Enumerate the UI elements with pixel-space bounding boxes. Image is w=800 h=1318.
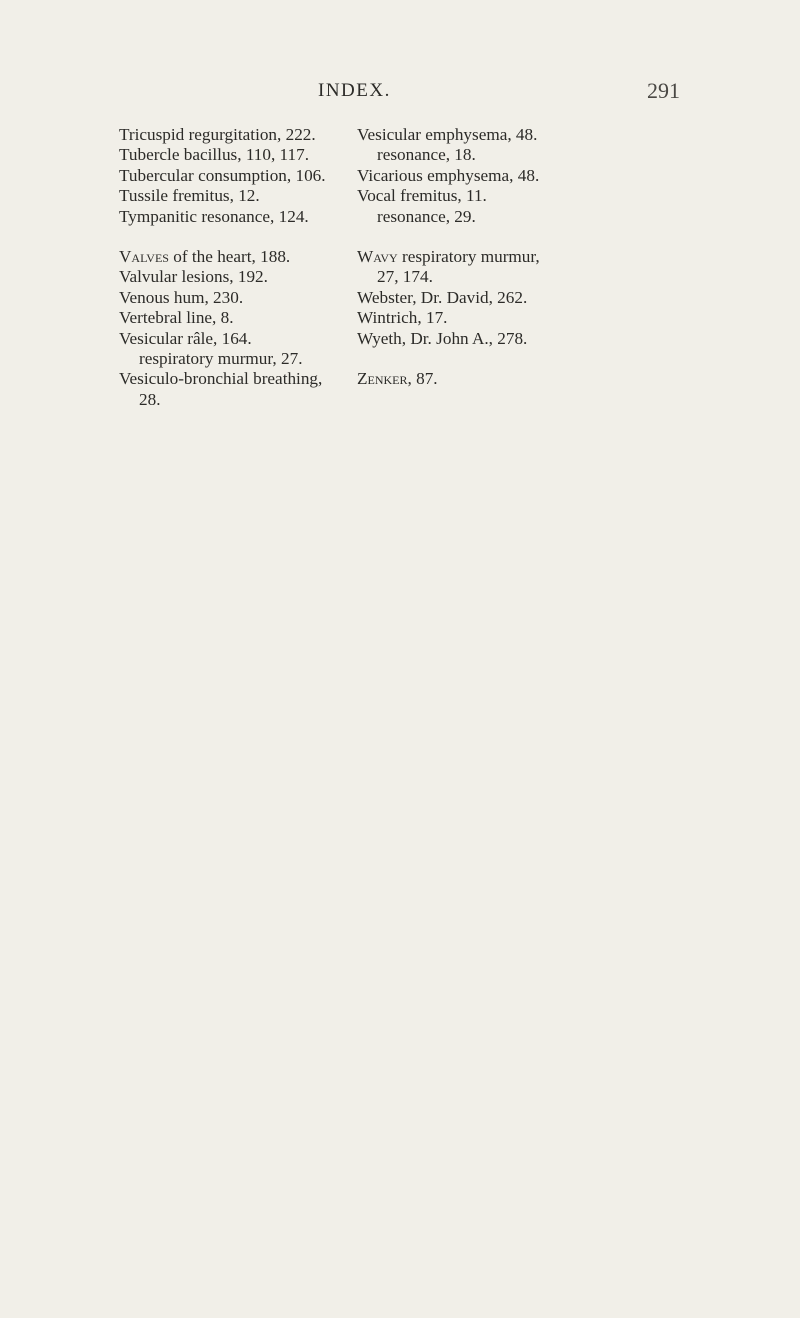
section-gap	[357, 227, 687, 247]
entry-text: , 87.	[407, 369, 438, 389]
index-entry	[357, 247, 687, 267]
index-entry	[357, 369, 687, 389]
index-entry-continuation: 28.	[139, 389, 161, 409]
index-entry: Vocal fremitus, 11.	[357, 186, 487, 206]
index-entry: Wintrich, 17.	[357, 308, 448, 328]
index-entry	[119, 247, 347, 267]
index-entry: Vesicular emphysema, 48.	[357, 125, 538, 144]
entry-text: of the heart, 188.	[168, 247, 291, 267]
index-entry: Tussile fremitus, 12.	[119, 186, 260, 206]
index-group-w	[357, 247, 687, 349]
section-initial: Zenker	[357, 369, 408, 389]
index-entry: Tricuspid regurgitation, 222.	[119, 125, 316, 144]
index-column-right	[357, 125, 687, 389]
section-gap	[119, 227, 347, 247]
index-group-v-cont	[357, 125, 687, 227]
index-entry: Vesiculo-bronchial breathing,	[119, 369, 323, 389]
index-entry: Tubercular consumption, 106.	[119, 165, 326, 185]
section-initial: Wavy	[357, 247, 398, 267]
index-column-left	[119, 125, 347, 410]
page-number: 291	[647, 78, 680, 103]
index-entry: Vesicular râle, 164.	[119, 328, 252, 348]
index-group-z	[357, 369, 687, 389]
index-entry: Tympanitic resonance, 124.	[119, 206, 309, 226]
section-initial: Valves	[119, 247, 169, 267]
index-entry: Wyeth, Dr. John A., 278.	[357, 328, 528, 348]
page-header	[0, 80, 800, 108]
index-entry: Venous hum, 230.	[119, 287, 244, 307]
index-entry: Tubercle bacillus, 110, 117.	[119, 145, 309, 165]
index-subentry: resonance, 18.	[377, 145, 476, 165]
index-entry: Webster, Dr. David, 262.	[357, 287, 528, 307]
index-subentry: respiratory murmur, 27.	[139, 349, 303, 369]
index-entry: Vertebral line, 8.	[119, 308, 234, 328]
index-subentry: resonance, 29.	[377, 206, 476, 226]
index-entry-continuation: 27, 174.	[377, 267, 433, 287]
index-entry: Vicarious emphysema, 48.	[357, 165, 540, 185]
section-gap	[357, 349, 687, 369]
index-group-t	[119, 125, 347, 227]
entry-text: respiratory murmur,	[397, 247, 540, 267]
running-head: INDEX.	[318, 80, 391, 101]
index-entry: Valvular lesions, 192.	[119, 267, 268, 287]
index-group-v	[119, 247, 347, 410]
